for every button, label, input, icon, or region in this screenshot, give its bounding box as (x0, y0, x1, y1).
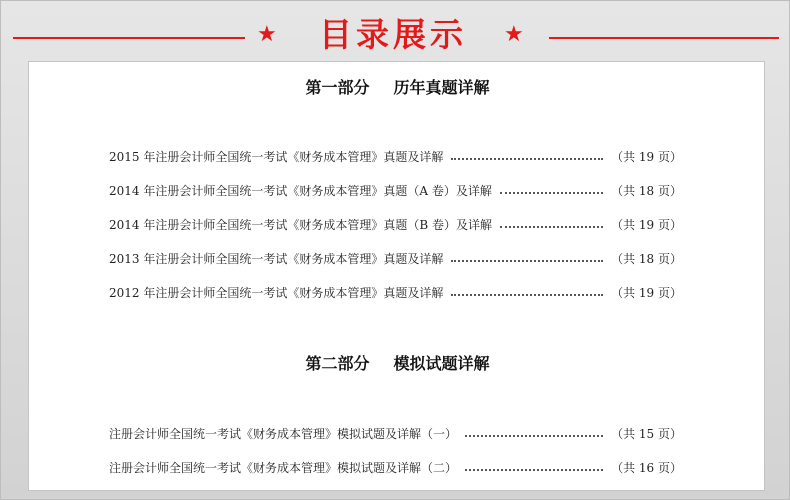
section-name-label: 历年真题详解 (393, 78, 490, 97)
contents-panel (28, 61, 765, 491)
dot-leader (500, 192, 603, 194)
toc-entry[interactable] (109, 180, 682, 200)
dot-leader (500, 226, 603, 228)
section-title-part-1 (29, 78, 766, 98)
dot-leader (465, 469, 603, 471)
toc-entry[interactable] (109, 146, 682, 166)
toc-entry-title: 注册会计师全国统一考试《财务成本管理》模拟试题及详解（一） (109, 426, 458, 441)
toc-entry-title: 2015 年注册会计师全国统一考试《财务成本管理》真题及详解 (109, 149, 444, 164)
toc-entry-title: 2013 年注册会计师全国统一考试《财务成本管理》真题及详解 (109, 251, 444, 266)
toc-entry-pages: （共 19 页） (611, 285, 682, 300)
toc-entry-pages: （共 19 页） (611, 217, 682, 232)
star-icon: ★ (257, 22, 277, 47)
dot-leader (451, 294, 603, 296)
section-title-part-2 (29, 354, 766, 374)
star-icon: ★ (504, 22, 524, 47)
right-red-rule (549, 37, 779, 39)
toc-entry[interactable] (109, 248, 682, 268)
toc-entry-pages: （共 15 页） (611, 426, 682, 441)
toc-entry[interactable] (109, 423, 682, 443)
toc-entry-pages: （共 19 页） (611, 149, 682, 164)
toc-entry-title: 2014 年注册会计师全国统一考试《财务成本管理》真题（B 卷）及详解 (109, 217, 492, 232)
toc-entry-pages: （共 18 页） (611, 251, 682, 266)
section-part-label: 第一部分 (305, 78, 370, 97)
toc-entry-pages: （共 18 页） (611, 183, 682, 198)
toc-entry[interactable] (109, 457, 682, 477)
page-title: 目录展示 (319, 15, 467, 54)
dot-leader (465, 435, 603, 437)
dot-leader (451, 158, 603, 160)
toc-entry-title: 2012 年注册会计师全国统一考试《财务成本管理》真题及详解 (109, 285, 444, 300)
toc-entry-pages: （共 16 页） (611, 460, 682, 475)
header-banner (1, 1, 790, 59)
section-part-label: 第二部分 (305, 354, 370, 373)
dot-leader (451, 260, 603, 262)
toc-entry[interactable] (109, 214, 682, 234)
toc-entry[interactable] (109, 282, 682, 302)
left-red-rule (13, 37, 245, 39)
toc-entry-title: 注册会计师全国统一考试《财务成本管理》模拟试题及详解（二） (109, 460, 458, 475)
section-name-label: 模拟试题详解 (393, 354, 490, 373)
toc-entry-title: 2014 年注册会计师全国统一考试《财务成本管理》真题（A 卷）及详解 (109, 183, 492, 198)
